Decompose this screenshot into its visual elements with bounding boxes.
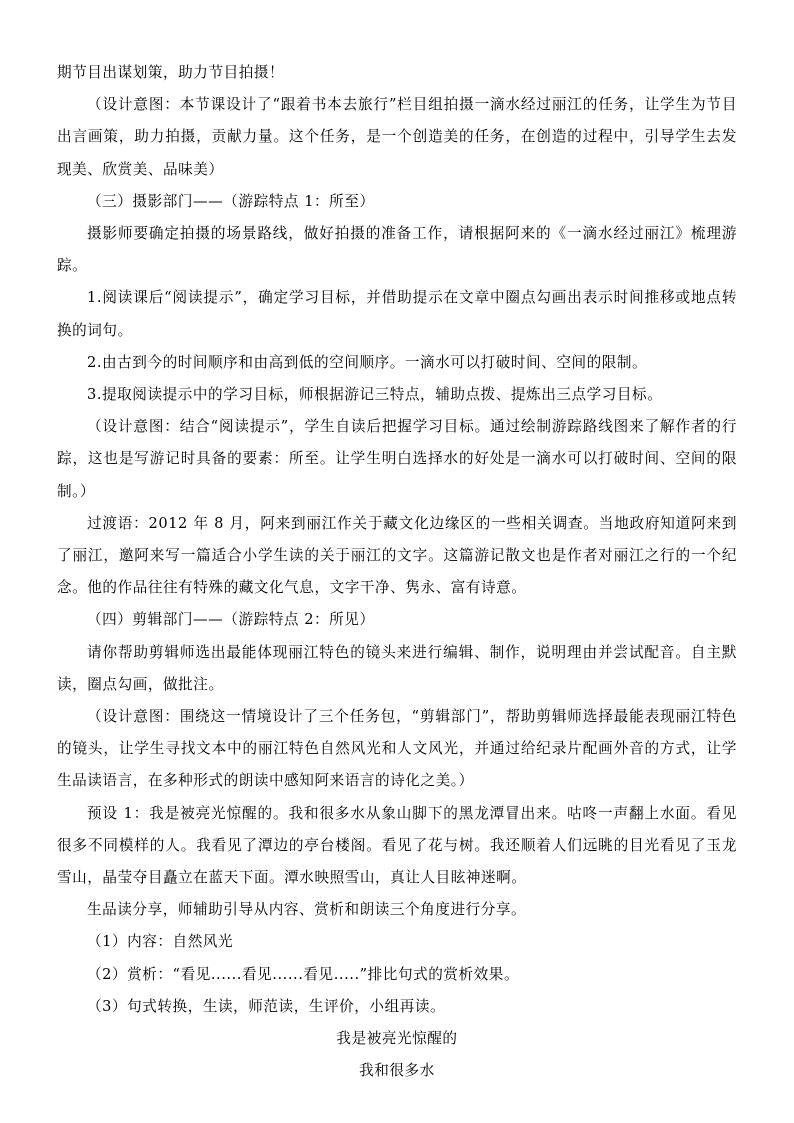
sub-item-appreciation: （2）赏析：“看见......看见......看见.....”排比句式的赏析效果。 [87, 965, 520, 983]
design-intent-note-2: （设计意图：结合“阅读提示”，学生自读后把握学习目标。通过绘制游踪路线图来了解作者的行踪，这也是写游记时具备的要素：所至。让学生明白选择水的好处是一滴水可以打破时间、空间的限制。） [57, 418, 737, 500]
section-heading-photography: （三）摄影部门——（游踪特点 1：所至） [87, 192, 375, 210]
sub-item-sentence-conversion: （3）句式转换，生读，师范读，生评价，小组再读。 [87, 997, 446, 1015]
section-heading-editing: （四）剪辑部门——（游踪特点 2：所见） [87, 611, 375, 629]
list-item-3: 3.提取阅读提示中的学习目标，师根据游记三特点，辅助点拨、提炼出三点学习目标。 [87, 386, 663, 404]
document-body [57, 57, 737, 1088]
paragraph-photography-task: 摄影师要确定拍摄的场景路线，做好拍摄的准备工作，请根据阿来的《一滴水经过丽江》梳理游踪。 [57, 225, 737, 275]
paragraph-sharing: 生品读分享，师辅助引导从内容、赏析和朗读三个角度进行分享。 [87, 901, 527, 919]
list-item-1: 1.阅读课后“阅读提示”，确定学习目标，并借助提示在文章中圈点勾画出表示时间推移或地点转换的词句。 [57, 289, 737, 339]
design-intent-note-1: （设计意图：本节课设计了“跟着书本去旅行”栏目组拍摄一滴水经过丽江的任务，让学生为节目出言画策，助力拍摄，贡献力量。这个任务，是一个创造美的任务，在创造的过程中，引导学生去发现美、欣赏美、品味美） [57, 96, 737, 178]
paragraph-editing-task: 请你帮助剪辑师选出最能体现丽江特色的镜头来进行编辑、制作，说明理由并尝试配音。自主默读，圈点勾画，做批注。 [57, 643, 737, 693]
list-item-2: 2.由古到今的时间顺序和由高到低的空间顺序。一滴水可以打破时间、空间的限制。 [87, 353, 648, 371]
poem-line-2: 我和很多水 [359, 1062, 435, 1080]
paragraph-intro-continuation: 期节目出谋划策，助力节目拍摄！ [57, 64, 285, 81]
paragraph-preset-1: 预设 1：我是被亮光惊醒的。我和很多水从象山脚下的黑龙潭冒出来。咕咚一声翻上水面。看见很多不同模样的人。我看见了潭边的亭台楼阁。看见了花与树。我还顺着人们远眺的目光看见了玉龙雪山，晶莹夺目矗立在蓝天下面。潭水映照雪山，真让人目眩神迷啊。 [57, 804, 737, 887]
paragraph-transition: 过渡语：2012 年 8 月，阿来到丽江作关于藏文化边缘区的一些相关调查。当地政府知道阿来到了丽江，邀阿来写一篇适合小学生读的关于丽江的文字。这篇游记散文也是作者对丽江之行的一个纪念。他的作品往往有特殊的藏文化气息，文字干净、隽永、富有诗意。 [57, 514, 737, 597]
sub-item-content: （1）内容：自然风光 [87, 933, 234, 951]
poem-line-1: 我是被亮光惊醒的 [336, 1030, 458, 1048]
design-intent-note-3: （设计意图：围绕这一情境设计了三个任务包，“剪辑部门”，帮助剪辑师选择最能表现丽江特色的镜头，让学生寻找文本中的丽江特色自然风光和人文风光，并通过给纪录片配画外音的方式，让学生品读语言，在多种形式的朗读中感知阿来语言的诗化之美。） [57, 708, 737, 790]
